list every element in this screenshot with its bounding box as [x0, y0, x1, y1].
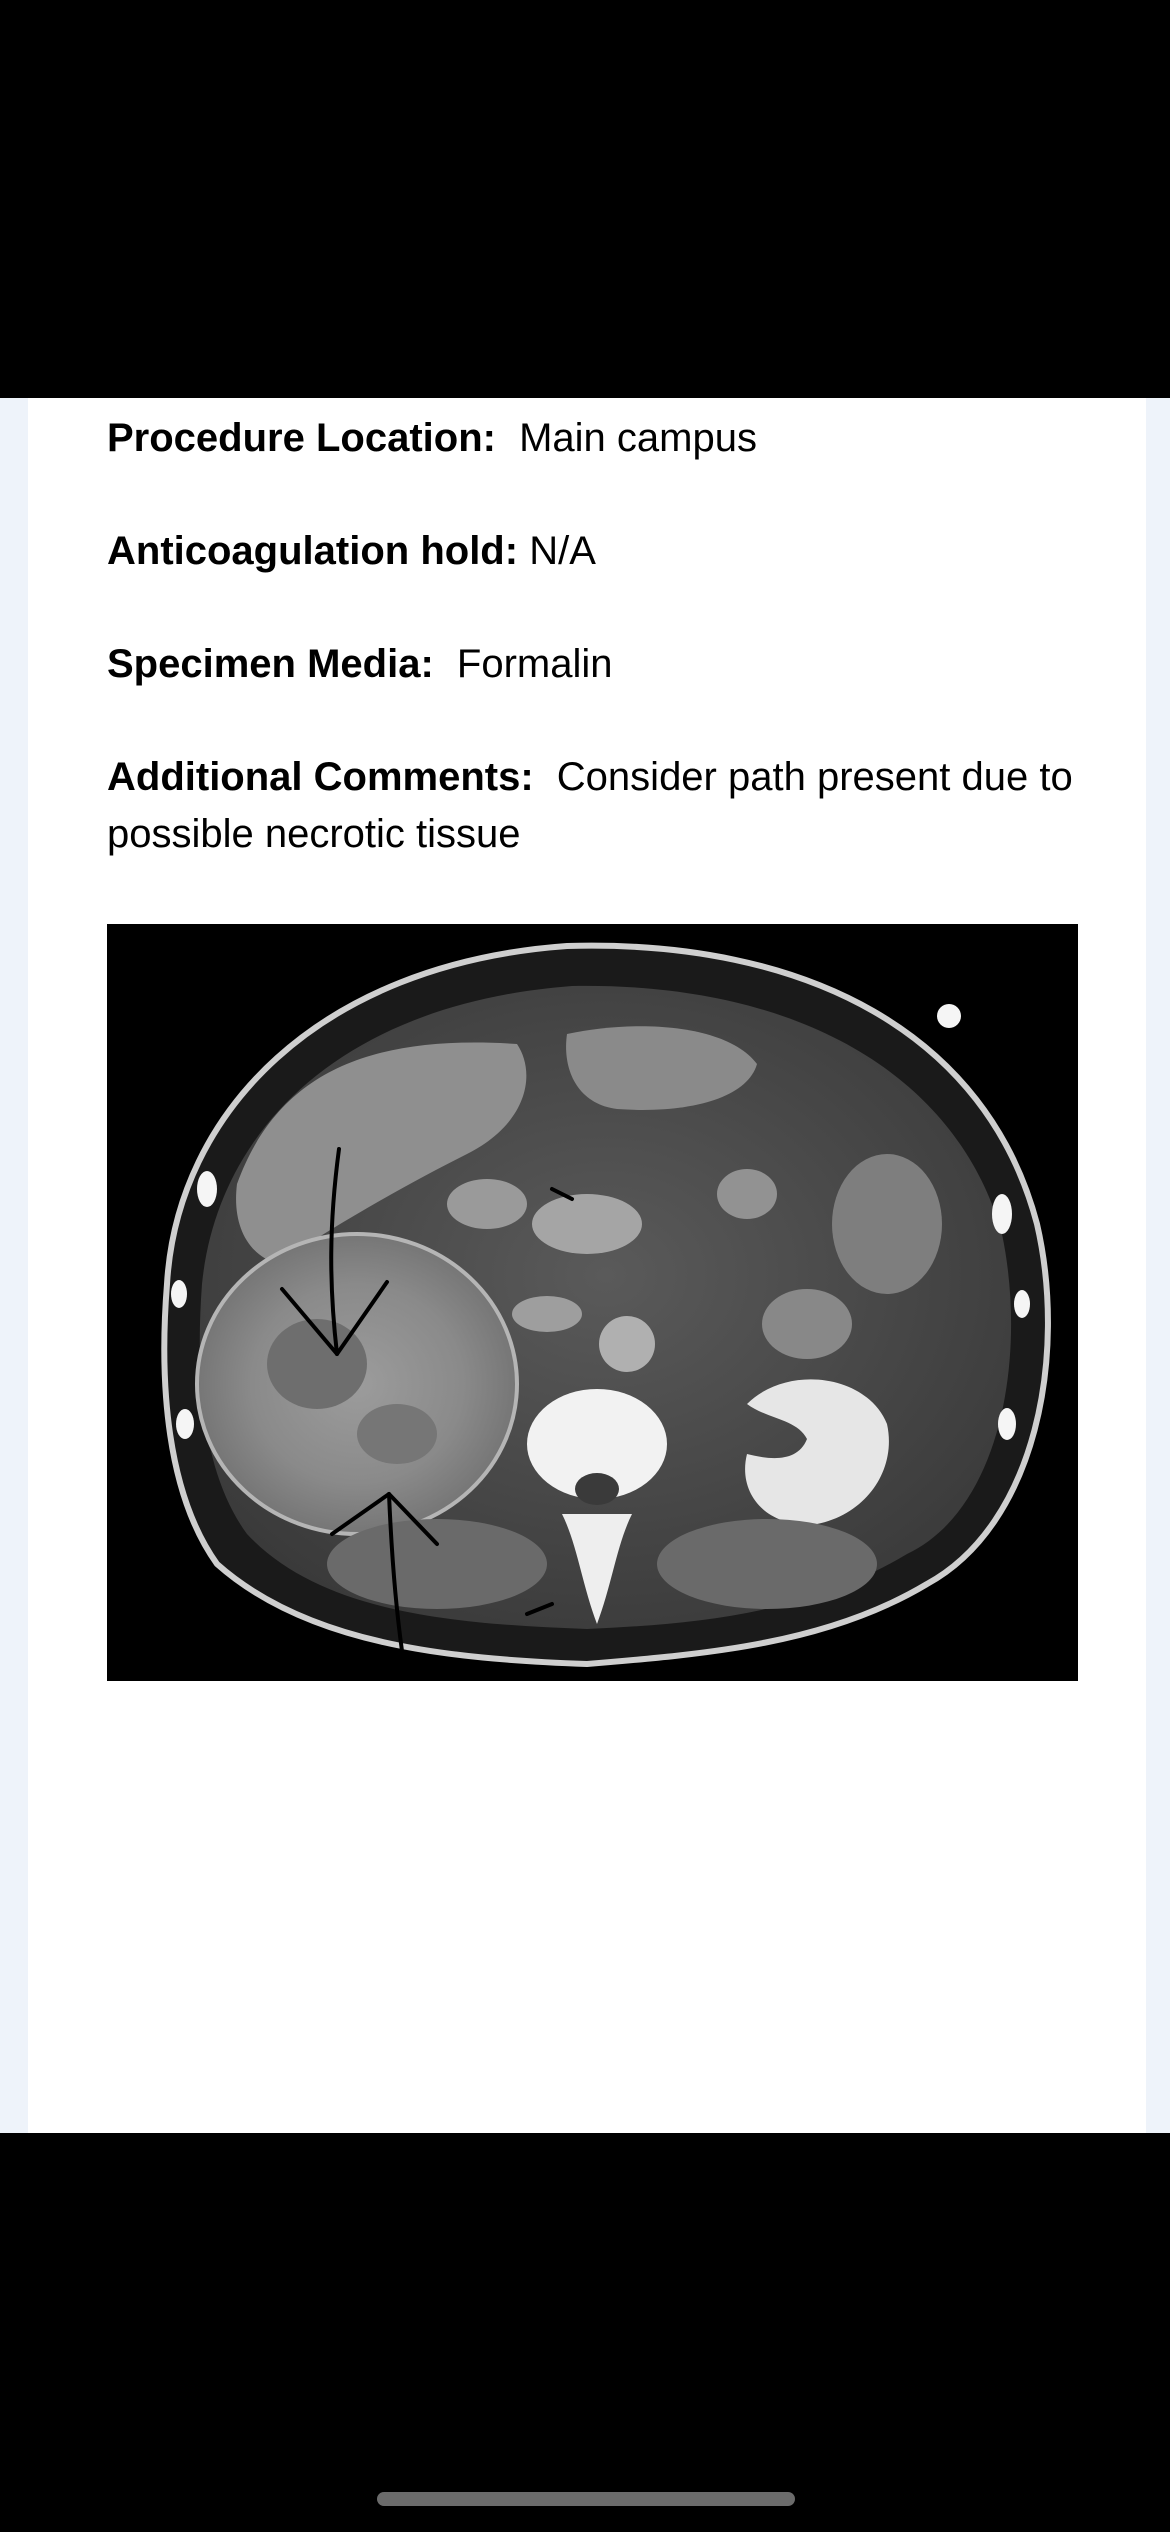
field-label: Specimen Media: — [107, 642, 434, 686]
field-anticoagulation-hold — [107, 523, 1117, 580]
field-value: Consider path present due to possible necrotic tissue — [107, 755, 1073, 856]
field-specimen-media — [107, 636, 1117, 693]
field-value: I reviewed CT abd/pel 5/26/25; Interpretation: large heterogeneous right renal mass with possible areas of necrosis — [107, 76, 1110, 234]
field-value: Ultrasound — [767, 303, 962, 347]
field-value: Main campus — [519, 416, 757, 460]
field-recommended-imaging-modality — [107, 297, 1117, 354]
ct-scan-image — [107, 924, 1078, 1681]
field-label: Imaging reviewed: — [107, 76, 456, 120]
field-procedure-location — [107, 410, 1117, 467]
note-content — [107, 70, 1117, 919]
field-additional-comments — [107, 749, 1117, 863]
field-label: Additional Comments: — [107, 755, 534, 799]
field-label: Procedure Location: — [107, 416, 496, 460]
field-value: N/A — [529, 529, 596, 573]
home-indicator[interactable] — [377, 2492, 795, 2506]
field-imaging-reviewed — [107, 70, 1117, 241]
field-label: Anticoagulation hold: — [107, 529, 519, 573]
field-label: Recommended Imaging Modality: — [107, 303, 745, 347]
field-value: Formalin — [456, 642, 613, 686]
bottom-black-area — [0, 2133, 1170, 2532]
